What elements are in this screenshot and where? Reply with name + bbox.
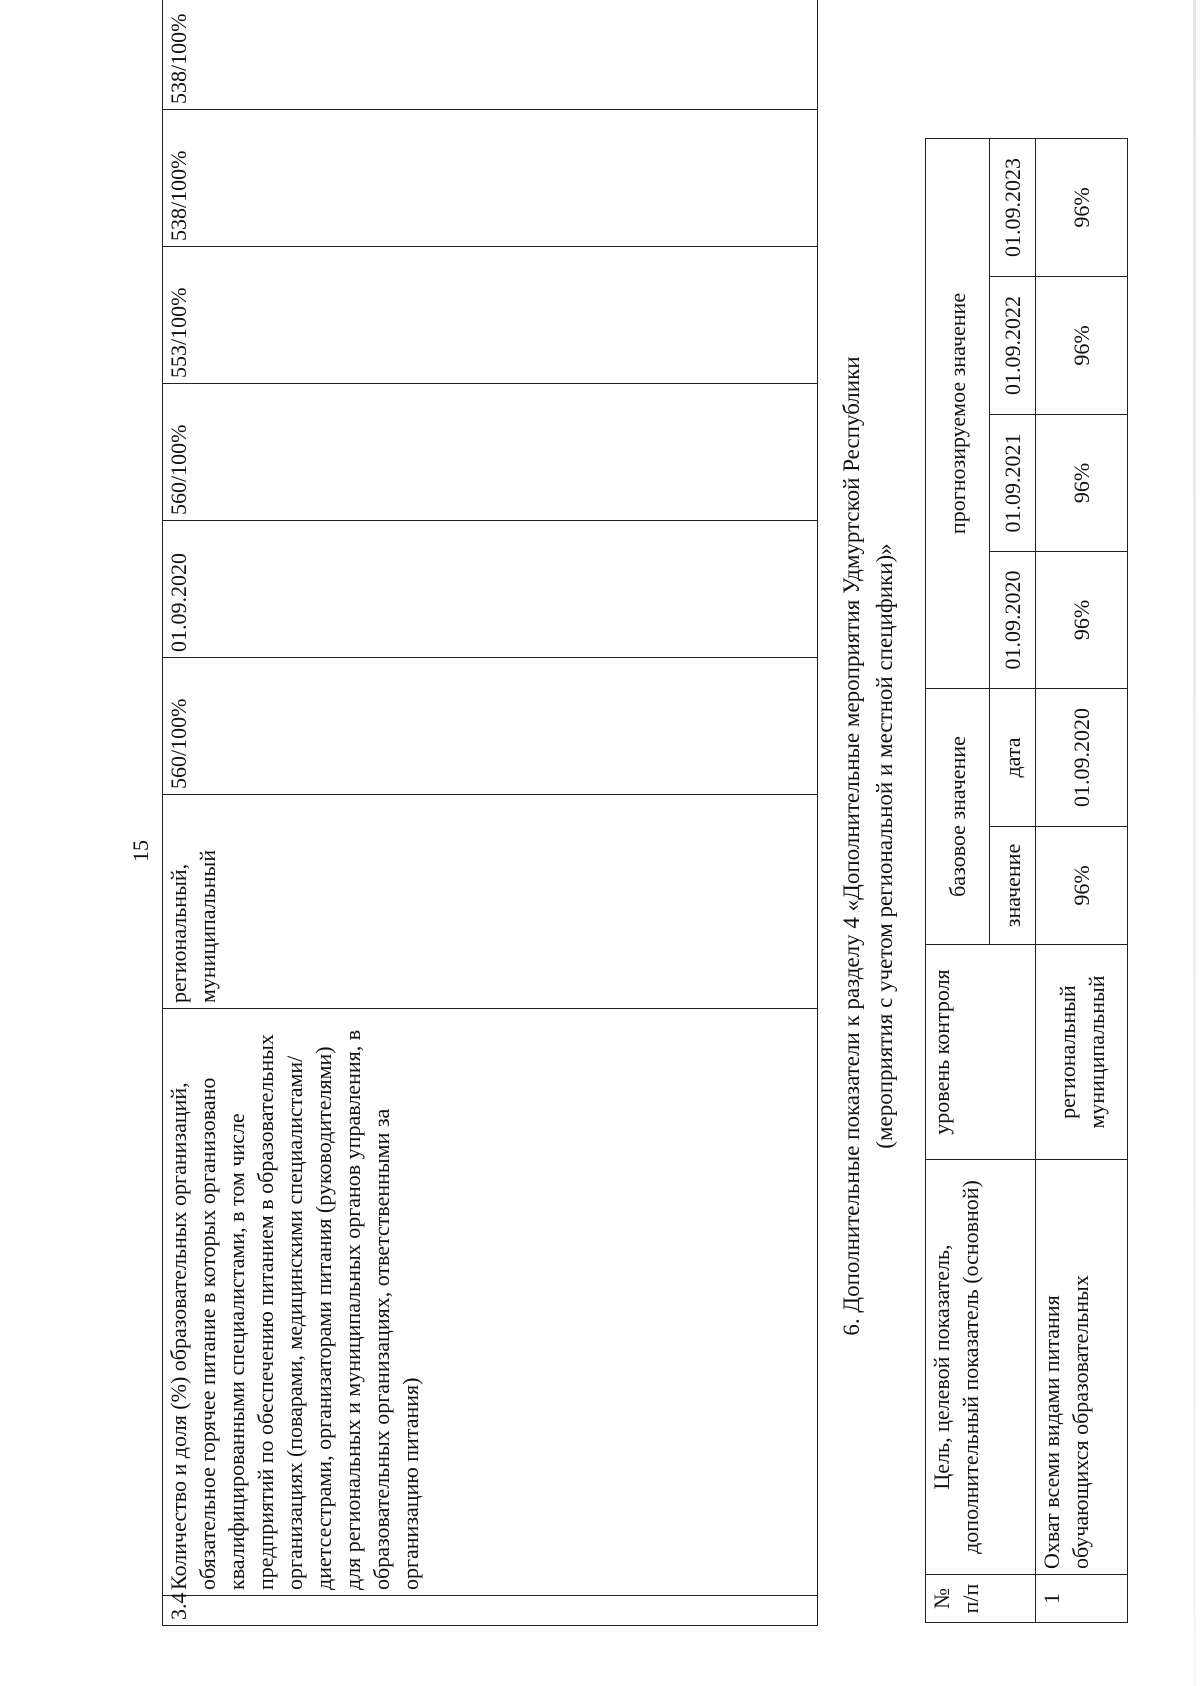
page-number: 15 — [128, 840, 153, 862]
header-number: № п/п — [926, 1575, 1036, 1623]
header-goal: Цель, целевой показатель, дополнительный показатель (основной) — [926, 1160, 1036, 1575]
section-heading-line2: (мероприятия с учетом региональной и местной специфики)» — [872, 543, 897, 1149]
forecast-value: 96% — [1036, 277, 1128, 415]
row-number: 1 — [1036, 1575, 1128, 1623]
header-row — [926, 138, 990, 1622]
forecast-value: 560/100% — [163, 384, 818, 521]
indicator-table-continued — [162, 0, 818, 1626]
forecast-value: 96% — [1036, 415, 1128, 552]
header-forecast-date: 01.09.2023 — [990, 138, 1036, 276]
header-forecast-date: 01.09.2020 — [990, 552, 1036, 689]
scan-edge-artifact — [1193, 0, 1196, 1686]
header-date: дата — [990, 689, 1036, 827]
header-forecast-date: 01.09.2022 — [990, 277, 1036, 415]
header-control-level: уровень контроля — [926, 945, 1036, 1160]
forecast-value: 96% — [1036, 138, 1128, 276]
forecast-value: 96% — [1036, 552, 1128, 689]
header-forecast-date: 01.09.2021 — [990, 415, 1036, 552]
additional-indicators-table — [925, 138, 1128, 1623]
forecast-value: 538/100% — [163, 110, 818, 247]
base-date: 01.09.2020 — [1036, 689, 1128, 827]
forecast-value: 553/100% — [163, 247, 818, 384]
row-number: 3.4 — [163, 1596, 818, 1626]
base-value: 560/100% — [163, 658, 818, 795]
base-date: 01.09.2020 — [163, 521, 818, 658]
header-value: значение — [990, 827, 1036, 945]
header-forecast: прогнозируемое значение — [926, 138, 990, 688]
section-heading — [835, 66, 901, 1626]
control-level: региональный, муниципальный — [163, 795, 818, 1009]
control-level: региональный муниципальный — [1036, 945, 1128, 1160]
table-row — [163, 0, 818, 1626]
base-value: 96% — [1036, 827, 1128, 945]
section-heading-line1: 6. Дополнительные показатели к разделу 4 «Дополнительные мероприятия Удмуртской Республики — [839, 356, 864, 1336]
table-row — [1036, 138, 1128, 1622]
header-base-value: базовое значение — [926, 689, 990, 945]
goal-text: Охват всеми видами питания обучающихся образовательных — [1036, 1160, 1128, 1575]
indicator-text: Количество и доля (%) образовательных организаций, обязательное горячее питание в которых организовано квалифицированными специалистами, в том числе предприятий по обеспечению питанием в образовательных организациях (поварами, медицинскими специалистами/диетсестрами, организаторами питания (руководителями) для региональных и муниципальных органов управления, в образовательных организациях, ответственными за организацию питания) — [163, 1009, 818, 1596]
forecast-value: 538/100% — [163, 0, 818, 110]
